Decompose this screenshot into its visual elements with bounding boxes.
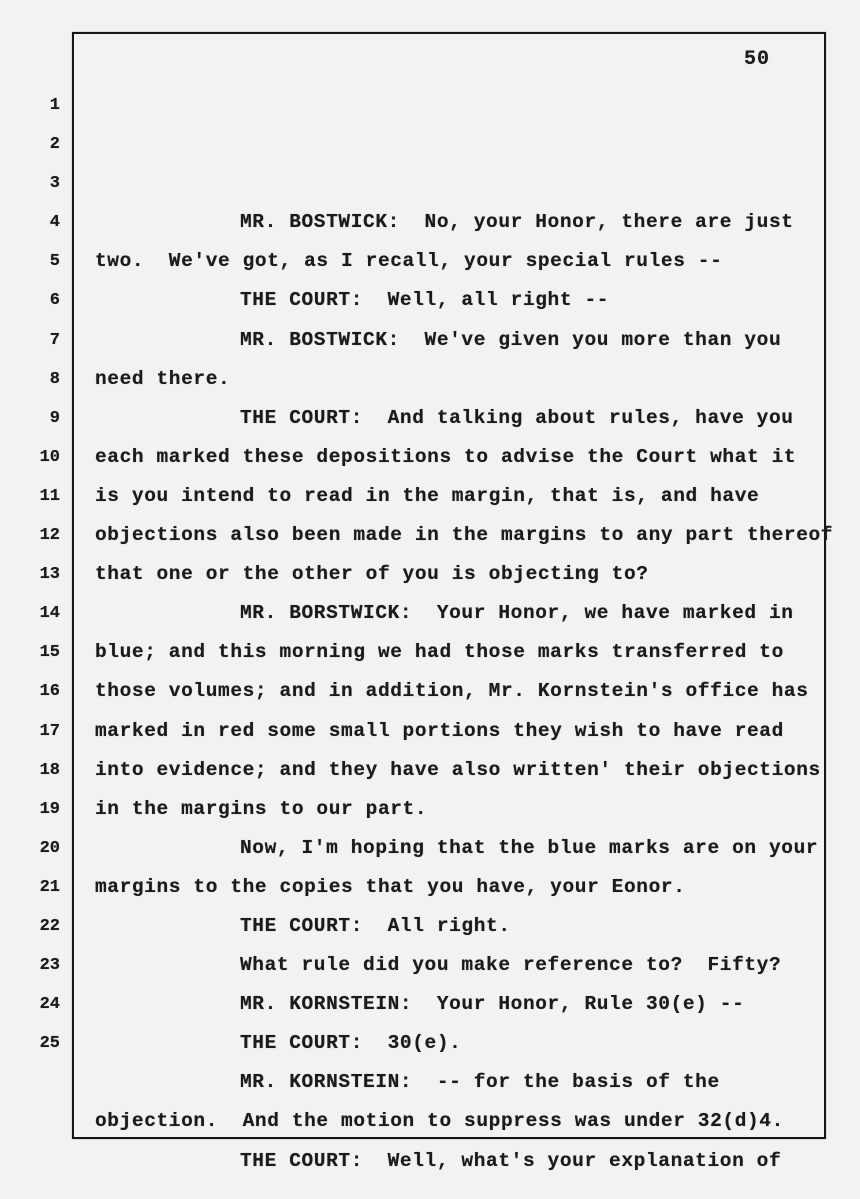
line-number: 9 — [49, 408, 60, 428]
line-text: THE COURT: All right. — [240, 914, 511, 937]
line-number: 22 — [39, 916, 60, 936]
line-text: THE COURT: And talking about rules, have you — [240, 406, 794, 429]
line-text: THE COURT: Well, all right -- — [240, 289, 610, 312]
line-number: 20 — [39, 838, 60, 858]
line-number: 2 — [49, 135, 60, 155]
line-number: 18 — [39, 760, 60, 780]
line-text: MR. BORSTWICK: Your Honor, we have marked in — [240, 602, 794, 625]
line-number: 19 — [39, 799, 60, 819]
line-number: 10 — [39, 447, 60, 467]
line-number: 13 — [39, 565, 60, 585]
line-text: marked in red some small portions they wish to have read — [95, 719, 784, 742]
line-text: THE COURT: Well, what's your explanation of — [240, 1149, 782, 1172]
line-number: 1 — [49, 96, 60, 115]
line-number: 6 — [49, 291, 60, 311]
line-text: THE COURT: 30(e). — [240, 1032, 462, 1055]
page-number: 50 — [744, 48, 771, 71]
line-number: 16 — [39, 682, 60, 702]
line-text: blue; and this morning we had those marks transferred to — [95, 641, 784, 664]
line-number: 17 — [39, 721, 60, 741]
transcript-line — [0, 86, 860, 234]
line-number: 11 — [39, 486, 60, 506]
line-number: 21 — [39, 877, 60, 897]
line-number: 25 — [39, 1034, 60, 1054]
line-text: in the margins to our part. — [95, 797, 428, 820]
line-text: objections also been made in the margins to any part thereof — [95, 524, 834, 547]
line-number: 23 — [39, 956, 60, 976]
line-number: 14 — [39, 604, 60, 624]
line-text: is you intend to read in the margin, that is, and have — [95, 484, 760, 507]
line-text: need there. — [95, 367, 231, 390]
line-text: each marked these depositions to advise the Court what it — [95, 445, 797, 468]
line-text: into evidence; and they have also written' their objections — [95, 758, 821, 781]
line-text: those volumes; and in addition, Mr. Kornstein's office has — [95, 680, 809, 703]
line-text: margins to the copies that you have, your Eonor. — [95, 875, 686, 898]
line-text: MR. KORNSTEIN: -- for the basis of the — [240, 1071, 720, 1094]
line-number: 24 — [39, 995, 60, 1015]
line-number: 8 — [49, 369, 60, 389]
line-number: 3 — [49, 174, 60, 194]
line-text: MR. BOSTWICK: No, your Honor, there are just — [240, 211, 794, 234]
line-text: MR. BOSTWICK: We've given you more than you — [240, 328, 782, 351]
line-number: 7 — [49, 330, 60, 350]
line-text: that one or the other of you is objecting to? — [95, 563, 649, 586]
line-number: 5 — [49, 252, 60, 272]
line-number: 12 — [39, 526, 60, 546]
line-text: What rule did you make reference to? Fifty? — [240, 954, 782, 977]
line-number: 4 — [49, 213, 60, 233]
line-text: objection. And the motion to suppress was under 32(d)4. — [95, 1110, 784, 1133]
line-text: Now, I'm hoping that the blue marks are on your — [240, 836, 819, 859]
line-number: 15 — [39, 643, 60, 663]
line-text: MR. KORNSTEIN: Your Honor, Rule 30(e) -- — [240, 993, 745, 1016]
transcript-body — [0, 86, 860, 1172]
line-text: two. We've got, as I recall, your special rules -- — [95, 250, 723, 273]
